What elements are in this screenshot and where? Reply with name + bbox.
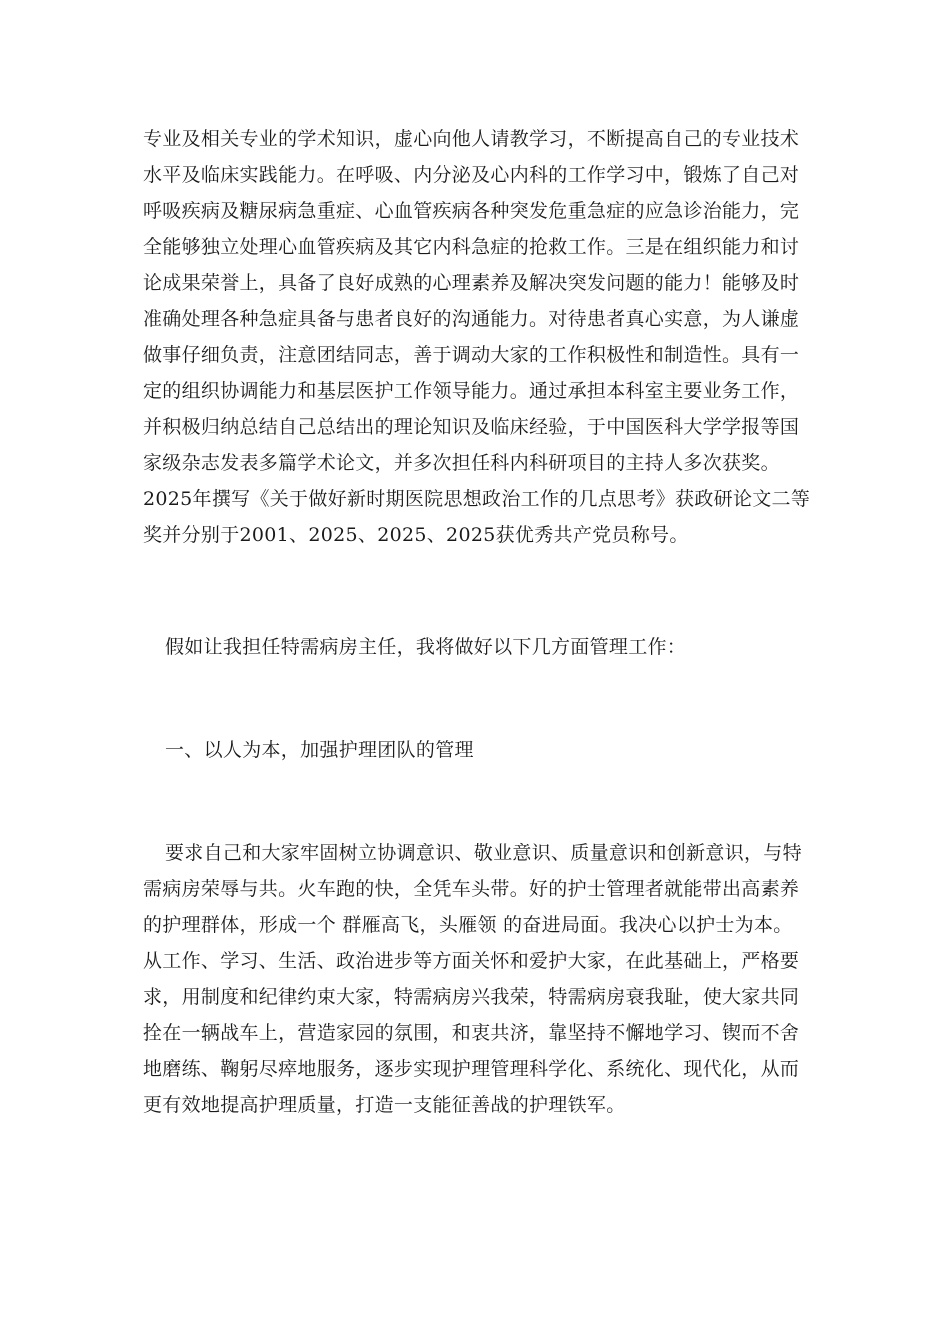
paragraph-1-line: 定的组织协调能力和基层医护工作领导能力。通过承担本科室主要业务工作， — [143, 380, 800, 402]
paragraph-2: 假如让我担任特需病房主任，我将做好以下几方面管理工作： — [165, 636, 687, 658]
paragraph-3-line: 需病房荣辱与共。火车跑的快，全凭车头带。好的护士管理者就能带出高素养 — [143, 878, 800, 900]
paragraph-1-line: 准确处理各种急症具备与患者良好的沟通能力。对待患者真心实意，为人谦虚 — [143, 308, 800, 330]
paragraph-1-line: 水平及临床实践能力。在呼吸、内分泌及心内科的工作学习中，锻炼了自己对 — [143, 164, 800, 186]
paragraph-1-line: 论成果荣誉上，具备了良好成熟的心理素养及解决突发问题的能力！能够及时 — [143, 272, 800, 294]
paragraph-3-line: 拴在一辆战车上，营造家园的氛围，和衷共济，靠坚持不懈地学习、锲而不舍 — [143, 1022, 800, 1044]
paragraph-3-line: 从工作、学习、生活、政治进步等方面关怀和爱护大家，在此基础上，严格要 — [143, 950, 800, 972]
paragraph-1-line: 全能够独立处理心血管疾病及其它内科急症的抢救工作。三是在组织能力和讨 — [143, 236, 800, 258]
paragraph-1-line: 并积极归纳总结自己总结出的理论知识及临床经验，于中国医科大学学报等国 — [143, 416, 800, 438]
paragraph-1-line: 做事仔细负责，注意团结同志，善于调动大家的工作积极性和制造性。具有一 — [143, 344, 800, 366]
paragraph-3-line: 求，用制度和纪律约束大家，特需病房兴我荣，特需病房衰我耻，使大家共同 — [143, 986, 800, 1008]
paragraph-1-line: 2025年撰写《关于做好新时期医院思想政治工作的几点思考》获政研论文二等 — [143, 488, 811, 510]
section-heading-1: 一、以人为本，加强护理团队的管理 — [165, 739, 474, 761]
paragraph-3-line: 要求自己和大家牢固树立协调意识、敬业意识、质量意识和创新意识，与特 — [165, 842, 802, 864]
paragraph-1-line: 家级杂志发表多篇学术论文，并多次担任科内科研项目的主持人多次获奖。 — [143, 452, 780, 474]
paragraph-3-line: 更有效地提高护理质量，打造一支能征善战的护理铁军。 — [143, 1094, 626, 1116]
paragraph-1-line: 奖并分别于2001、2025、2025、2025获优秀共产党员称号。 — [143, 524, 689, 546]
paragraph-1-line: 呼吸疾病及糖尿病急重症、心血管疾病各种突发危重急症的应急诊治能力，完 — [143, 200, 800, 222]
paragraph-1-line: 专业及相关专业的学术知识，虚心向他人请教学习，不断提高自己的专业技术 — [143, 128, 800, 150]
paragraph-3-line: 的护理群体，形成一个 群雁高飞，头雁领 的奋进局面。我决心以护士为本。 — [143, 914, 793, 936]
paragraph-3-line: 地磨练、鞠躬尽瘁地服务，逐步实现护理管理科学化、系统化、现代化，从而 — [143, 1058, 800, 1080]
